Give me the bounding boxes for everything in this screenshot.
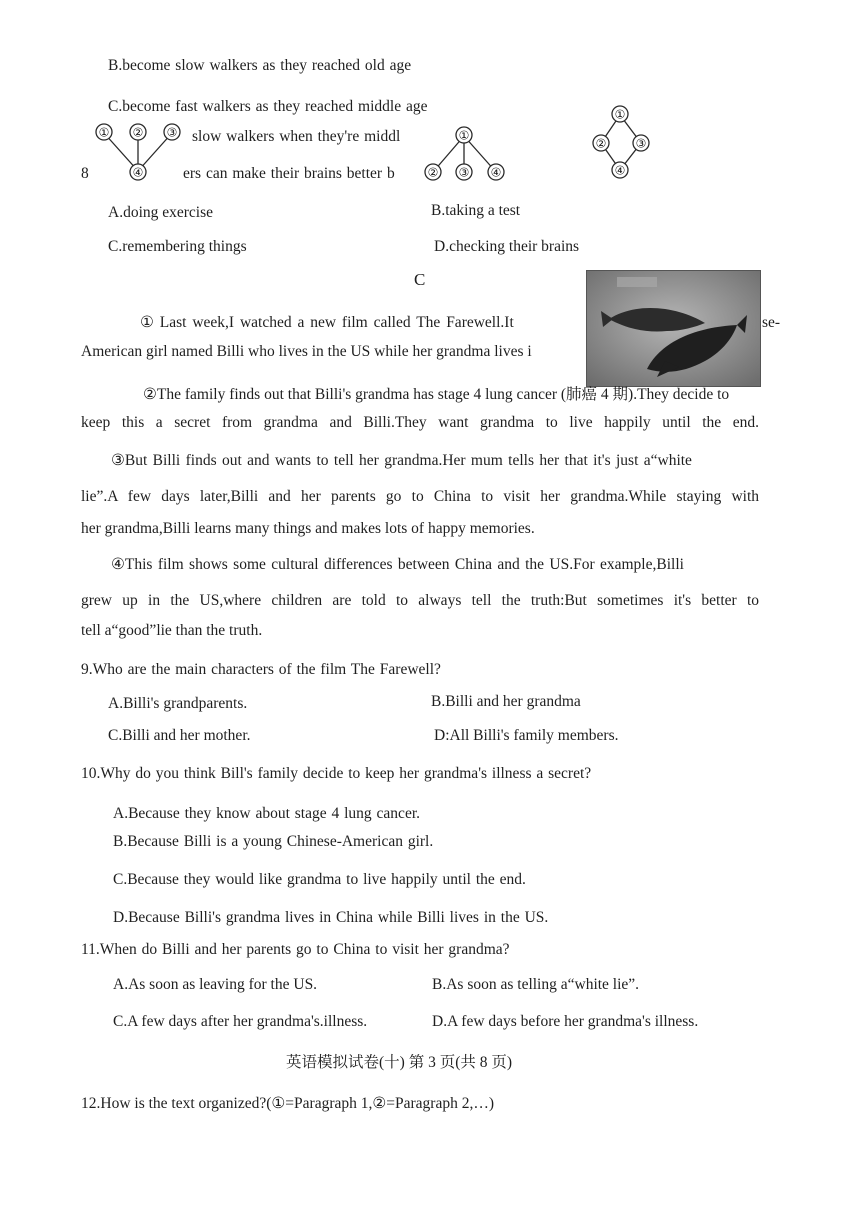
whale-image	[587, 271, 760, 386]
q10-option-d: D.Because Billi's grandma lives in China while Billi lives in the US.	[113, 909, 549, 926]
paragraph-1-line-2: American girl named Billi who lives in the US while her grandma lives i	[81, 343, 532, 360]
section-heading-c: C	[414, 270, 426, 289]
q8-option-c: C.remembering things	[108, 238, 247, 255]
paragraph-4-line-2: grew up in the US,where children are told to always tell the truth:But sometimes it's better to	[81, 592, 759, 609]
diagram-1-label: ④	[132, 165, 144, 180]
q11-option-b: B.As soon as telling a“white lie”.	[432, 976, 640, 993]
diagram-2-label: ③	[458, 165, 470, 180]
q12-stem: 12.How is the text organized?(①=Paragraph 1,②=Paragraph 2,…)	[81, 1095, 494, 1112]
q7-option-d-visible: slow walkers when they're middl	[192, 128, 401, 145]
diagram-3-label: ③	[635, 136, 647, 151]
paragraph-4-line-3: tell a“good”lie than the truth.	[81, 622, 263, 639]
q9-option-c: C.Billi and her mother.	[108, 727, 251, 744]
q11-option-d: D.A few days before her grandma's illness.	[432, 1013, 699, 1030]
q7-option-b: B.become slow walkers as they reached old age	[108, 57, 412, 74]
q11-option-a: A.As soon as leaving for the US.	[113, 976, 318, 993]
paragraph-1-line-1: ① Last week,I watched a new film called The Farewell.It	[140, 314, 514, 331]
diagram-2-label: ②	[427, 165, 439, 180]
structure-diagram-1	[90, 118, 190, 188]
q8-option-a: A.doing exercise	[108, 204, 214, 221]
paragraph-4-line-1: ④This film shows some cultural differences between China and the US.For example,Billi	[111, 556, 684, 573]
q8-stem-visible: ers can make their brains better b	[183, 165, 395, 182]
q10-stem: 10.Why do you think Bill's family decide to keep her grandma's illness a secret?	[81, 765, 592, 782]
q8-option-b: B.taking a test	[431, 202, 521, 219]
paragraph-3-line-3: her grandma,Billi learns many things and makes lots of happy memories.	[81, 520, 535, 537]
q10-option-a: A.Because they know about stage 4 lung cancer.	[113, 805, 421, 822]
diagram-1-label: ③	[166, 125, 178, 140]
q8-option-d: D.checking their brains	[434, 238, 580, 255]
diagram-2-label: ④	[490, 165, 502, 180]
diagram-3-label: ②	[595, 136, 607, 151]
q11-option-c: C.A few days after her grandma's.illness.	[113, 1013, 368, 1030]
diagram-2-label: ①	[458, 128, 470, 143]
q11-stem: 11.When do Billi and her parents go to China to visit her grandma?	[81, 941, 510, 958]
q10-option-b: B.Because Billi is a young Chinese-American girl.	[113, 833, 434, 850]
paragraph-2-line-2: keep this a secret from grandma and Billi.They want grandma to live happily until the end.	[81, 414, 759, 431]
q7-option-c: C.become fast walkers as they reached middle age	[108, 98, 428, 115]
q8-number: 8	[81, 165, 89, 182]
q9-option-d: D:All Billi's family members.	[434, 727, 619, 744]
diagram-3-label: ④	[614, 163, 626, 178]
q10-option-c: C.Because they would like grandma to live happily until the end.	[113, 871, 526, 888]
structure-diagram-3	[585, 100, 665, 182]
q9-stem: 9.Who are the main characters of the film The Farewell?	[81, 661, 441, 678]
paragraph-3-line-1: ③But Billi finds out and wants to tell her grandma.Her mum tells her that it's just a“white	[111, 452, 692, 469]
paragraph-1-line-1-tail: se-	[762, 314, 781, 331]
q9-option-b: B.Billi and her grandma	[431, 693, 581, 710]
diagram-1-label: ②	[132, 125, 144, 140]
structure-diagram-2	[420, 122, 520, 188]
diagram-3-label: ①	[614, 107, 626, 122]
paragraph-2-line-1: ②The family finds out that Billi's grandma has stage 4 lung cancer (肺癌 4 期).They decide to	[143, 386, 730, 403]
page-footer: 英语模拟试卷(十) 第 3 页(共 8 页)	[286, 1054, 513, 1071]
paragraph-3-line-2: lie”.A few days later,Billi and her parents go to China to visit her grandma.While staying with	[81, 488, 759, 505]
q9-option-a: A.Billi's grandparents.	[108, 695, 248, 712]
diagram-1-label: ①	[98, 125, 110, 140]
whale-photo	[586, 270, 761, 387]
